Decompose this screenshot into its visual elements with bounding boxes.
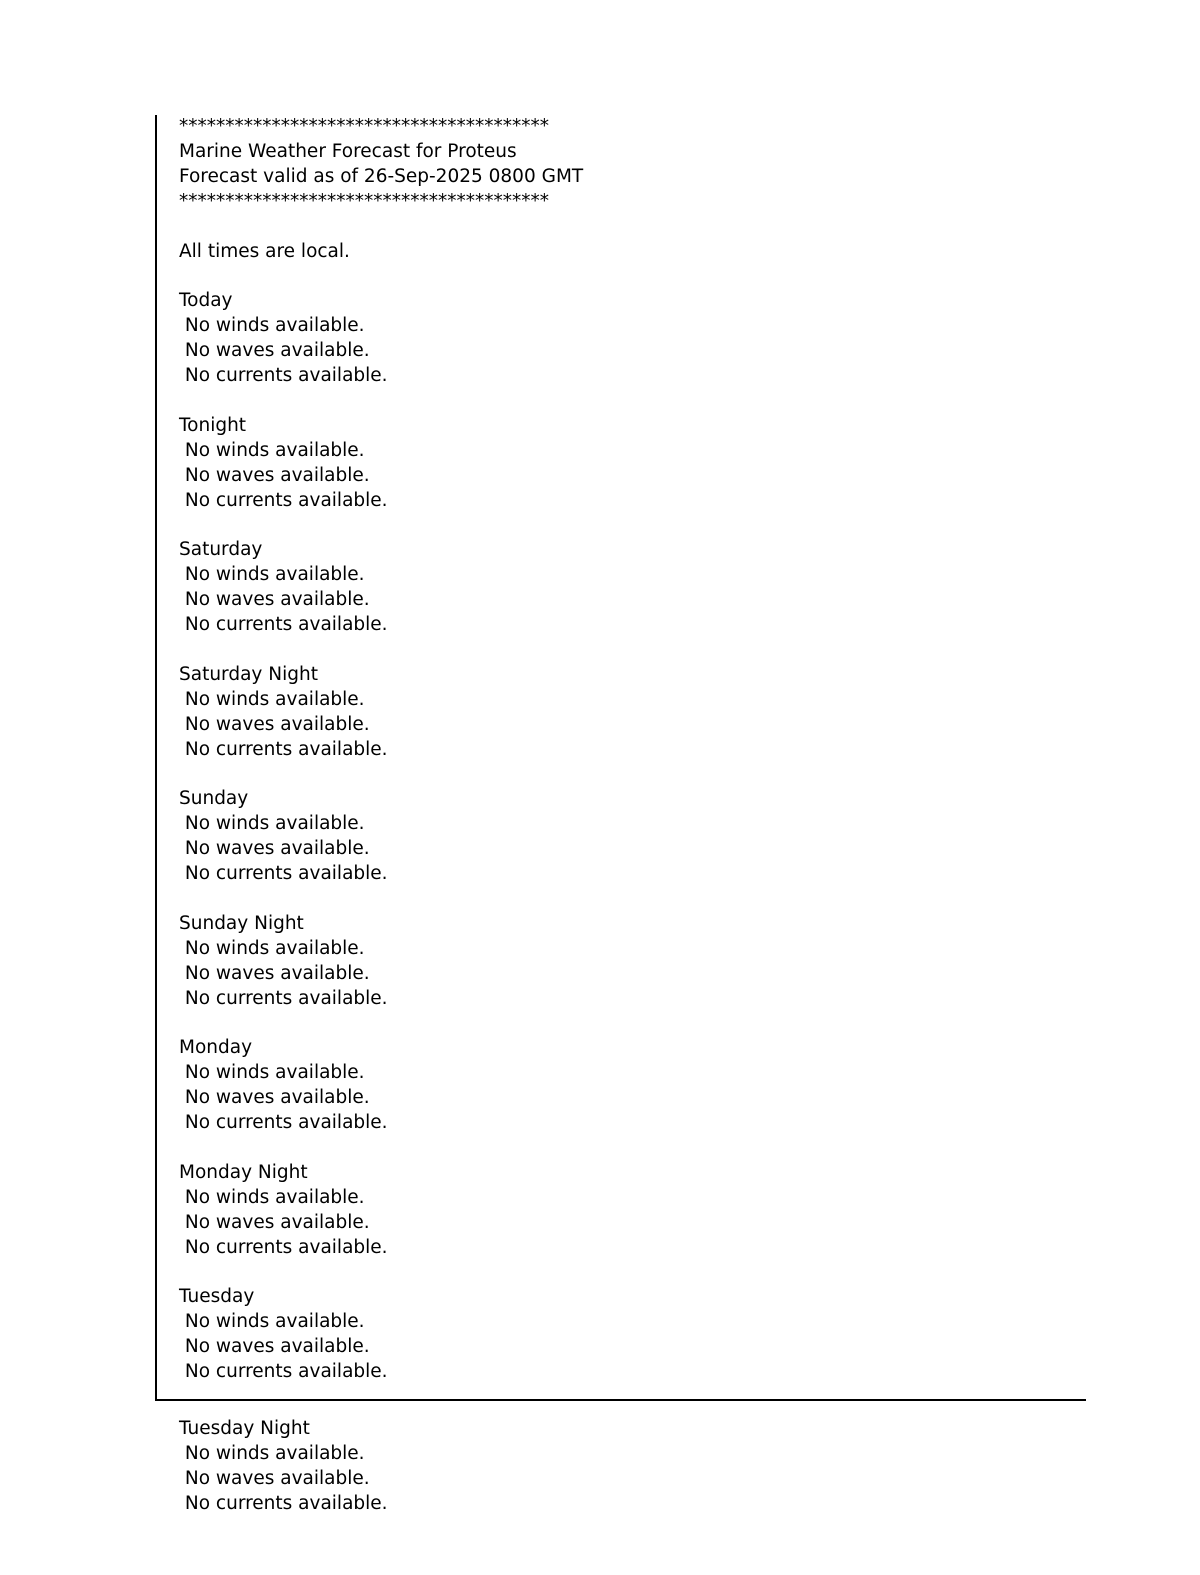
forecast-line: No currents available.: [179, 863, 388, 885]
forecast-box: [155, 115, 1086, 1401]
blank-line: [179, 1261, 1086, 1286]
blank-line: [179, 215, 1086, 240]
forecast-line: No winds available.: [179, 564, 365, 586]
blank-line: [179, 887, 1086, 912]
section-tuesday-night: [179, 1417, 388, 1517]
forecast-line: No currents available.: [179, 1112, 388, 1134]
section-title: Monday Night: [179, 1161, 308, 1183]
section-title: Tuesday: [179, 1286, 255, 1308]
forecast-line: No waves available.: [179, 713, 370, 735]
section-title: Saturday: [179, 539, 263, 561]
times-note: All times are local.: [179, 240, 350, 262]
section-title: Sunday: [179, 788, 249, 810]
forecast-line: No currents available.: [179, 489, 388, 511]
forecast-line: No winds available.: [179, 813, 365, 835]
forecast-line: No winds available.: [179, 1186, 365, 1208]
section-monday-night: [179, 1161, 1086, 1261]
forecast-line: No waves available.: [179, 962, 370, 984]
section-title: Sunday Night: [179, 912, 304, 934]
forecast-line: No waves available.: [179, 1211, 370, 1233]
forecast-line: No currents available.: [179, 738, 388, 760]
section-saturday-night: [179, 663, 1086, 763]
forecast-line: No currents available.: [179, 614, 388, 636]
section-today: [179, 289, 1086, 389]
blank-line: [179, 1012, 1086, 1037]
section-title: Tuesday Night: [179, 1418, 310, 1439]
forecast-line: No waves available.: [179, 1336, 370, 1358]
forecast-line: No waves available.: [179, 838, 370, 860]
blank-line: [179, 1136, 1086, 1161]
blank-line: [179, 513, 1086, 538]
forecast-line: No waves available.: [179, 340, 370, 362]
forecast-line: No winds available.: [179, 1062, 365, 1084]
forecast-valid-line: Forecast valid as of 26-Sep-2025 0800 GMT: [179, 165, 584, 187]
forecast-line: No currents available.: [179, 1361, 388, 1383]
forecast-line: No waves available.: [179, 589, 370, 611]
forecast-title: Marine Weather Forecast for Proteus: [179, 140, 517, 162]
forecast-line: No winds available.: [179, 1311, 365, 1333]
section-monday: [179, 1036, 1086, 1136]
section-title: Monday: [179, 1037, 253, 1059]
forecast-line: No currents available.: [179, 1492, 388, 1514]
blank-line: [179, 389, 1086, 414]
forecast-line: No currents available.: [179, 365, 388, 387]
section-title: Tonight: [179, 414, 247, 436]
forecast-line: No winds available.: [179, 937, 365, 959]
blank-line: [179, 638, 1086, 663]
section-title: Saturday Night: [179, 663, 318, 685]
section-saturday: [179, 538, 1086, 638]
forecast-line: No waves available.: [179, 464, 370, 486]
forecast-line: No waves available.: [179, 1087, 370, 1109]
forecast-line: No winds available.: [179, 315, 365, 337]
forecast-line: No currents available.: [179, 1236, 388, 1258]
section-sunday: [179, 787, 1086, 887]
forecast-line: No winds available.: [179, 439, 365, 461]
section-sunday-night: [179, 912, 1086, 1012]
forecast-line: No currents available.: [179, 987, 388, 1009]
banner-line-top: ****************************************: [179, 116, 549, 137]
section-tonight: [179, 414, 1086, 514]
section-tuesday: [179, 1285, 1086, 1385]
blank-line: [179, 762, 1086, 787]
forecast-line: No waves available.: [179, 1467, 370, 1489]
section-title: Today: [179, 290, 233, 312]
forecast-line: No winds available.: [179, 688, 365, 710]
banner-line-bottom: ****************************************: [179, 190, 549, 212]
forecast-line: No winds available.: [179, 1442, 365, 1464]
blank-line: [179, 264, 1086, 289]
